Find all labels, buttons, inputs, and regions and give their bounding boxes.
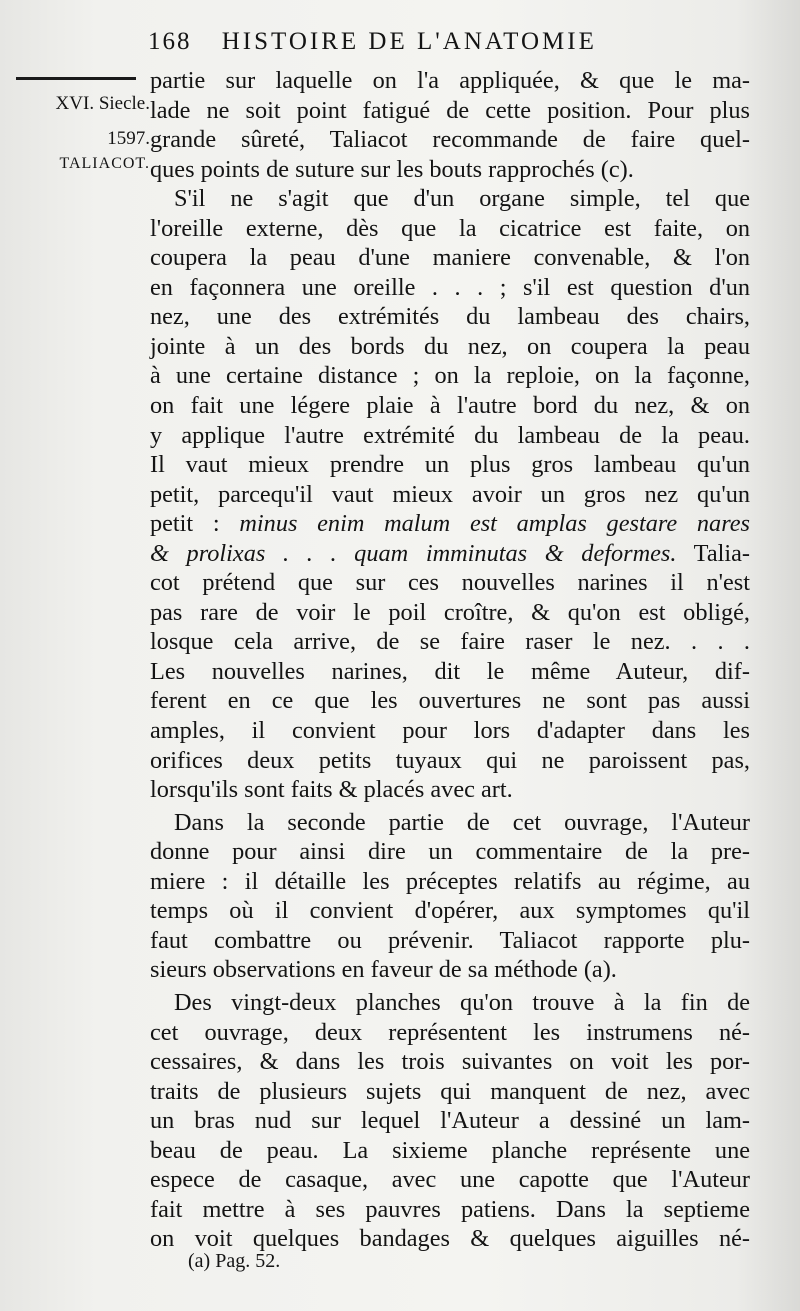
text-line: temps où il convient d'opérer, aux symptomes qu'il <box>150 897 750 925</box>
footnote: (a) Pag. 52. <box>188 1250 281 1272</box>
text-line: ques points de suture sur les bouts rapprochés (c). <box>150 155 634 183</box>
text-line: orifices deux petits tuyaux qui ne paroissent pas, <box>150 746 750 774</box>
margin-note-year: 1597. <box>107 128 150 149</box>
latin-quote: minus enim malum est amplas gestare nares <box>239 510 750 538</box>
text-line: faut combattre ou prévenir. Taliacot rapporte plu- <box>150 926 750 954</box>
text-line: beau de peau. La sixieme planche représente une <box>150 1136 750 1164</box>
text-line: miere : il détaille les préceptes relatifs au régime, au <box>150 867 750 895</box>
text-line: Dans la seconde partie de cet ouvrage, l'Auteur <box>174 808 750 836</box>
text-line: cet ouvrage, deux représentent les instrumens né- <box>150 1018 750 1046</box>
margin-note-name: TALIACOT. <box>59 155 150 172</box>
text-line: on fait une légere plaie à l'autre bord du nez, & on <box>150 392 750 420</box>
roman-text: Talia- <box>676 539 750 567</box>
text-line: donne pour ainsi dire un commentaire de la pre- <box>150 838 750 866</box>
text-line: jointe à un des bords du nez, on coupera la peau <box>150 332 750 360</box>
margin-note-century: XVI. Siecle. <box>55 93 150 114</box>
text-line: lade ne soit point fatigué de cette position. Pour plus <box>150 96 750 124</box>
text-line: grande sûreté, Taliacot recommande de faire quel- <box>150 126 750 154</box>
text-line: on voit quelques bandages & quelques aiguilles né- <box>150 1225 750 1253</box>
text-line: S'il ne s'agit que d'un organe simple, tel que <box>174 185 750 213</box>
text-line: traits de plusieurs sujets qui manquent de nez, avec <box>150 1077 750 1105</box>
text-line <box>150 509 750 539</box>
text-line: fait mettre à ses pauvres patiens. Dans la septieme <box>150 1195 750 1223</box>
text-line: sieurs observations en faveur de sa méthode (a). <box>150 956 617 984</box>
text-line: coupera la peau d'une maniere convenable, & l'on <box>150 244 750 272</box>
page-number: 168 <box>148 28 192 55</box>
roman-text: petit : <box>150 510 240 538</box>
text-line <box>150 539 750 569</box>
text-line: petit, parcequ'il vaut mieux avoir un gros nez qu'un <box>150 480 750 508</box>
text-line: partie sur laquelle on l'a appliquée, & que le ma- <box>150 67 750 94</box>
text-line: y applique l'autre extrémité du lambeau de la peau. <box>150 421 750 449</box>
text-line: cot prétend que sur ces nouvelles narines il n'est <box>150 569 750 597</box>
text-line: Des vingt-deux planches qu'on trouve à la fin de <box>174 988 750 1016</box>
text-line: espece de casaque, avec une capotte que l'Auteur <box>150 1166 750 1194</box>
page-header <box>148 28 788 56</box>
text-line: pas rare de voir le poil croître, & qu'on est obligé, <box>150 598 750 626</box>
text-line: à une certaine distance ; on la reploie, on la façonne, <box>150 362 750 390</box>
running-title: HISTOIRE DE L'ANATOMIE <box>221 28 597 55</box>
text-line: Il vaut mieux prendre un plus gros lambeau qu'un <box>150 451 750 479</box>
latin-quote: & prolixas . . . quam imminutas & deformes. <box>150 539 677 567</box>
margin-rule <box>16 77 136 80</box>
body-text <box>150 66 750 1254</box>
text-line: lorsqu'ils sont faits & placés avec art. <box>150 776 513 804</box>
text-line: cessaires, & dans les trois suivantes on voit les por- <box>150 1048 750 1076</box>
text-line: en façonnera une oreille . . . ; s'il est question d'un <box>150 273 750 301</box>
text-line: Les nouvelles narines, dit le même Auteur, dif- <box>150 657 750 685</box>
text-line: amples, il convient pour lors d'adapter dans les <box>150 717 750 745</box>
text-line: l'oreille externe, dès que la cicatrice est faite, on <box>150 214 750 242</box>
text-line: losque cela arrive, de se faire raser le nez. . . . <box>150 628 750 656</box>
text-line: ferent en ce que les ouvertures ne sont pas aussi <box>150 687 750 715</box>
text-line: un bras nud sur lequel l'Auteur a dessiné un lam- <box>150 1107 750 1135</box>
text-line: nez, une des extrémités du lambeau des chairs, <box>150 303 750 331</box>
